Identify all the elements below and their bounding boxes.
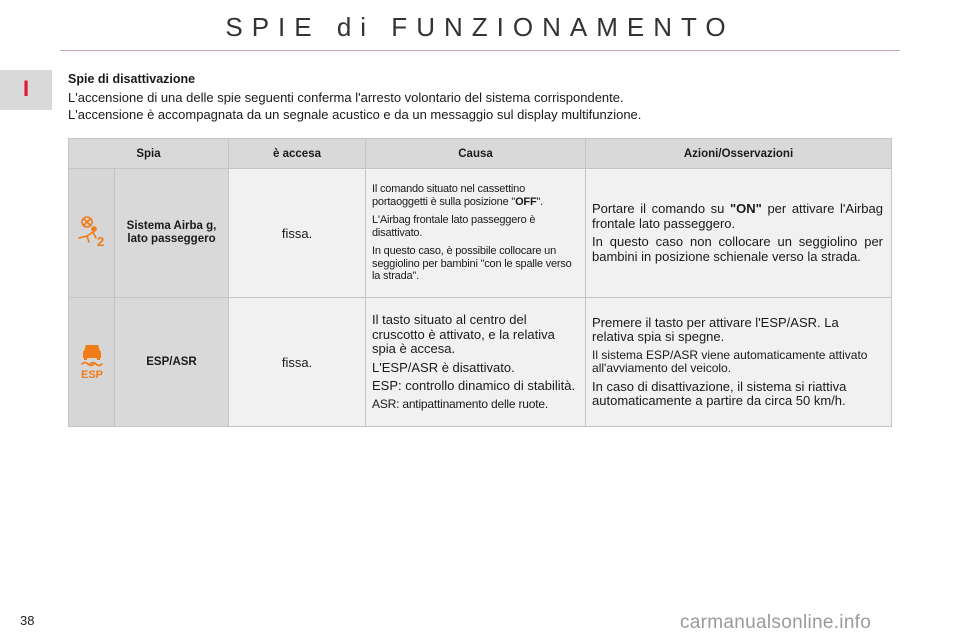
header-accesa: è accesa xyxy=(229,139,366,169)
warning-lights-table xyxy=(68,138,892,427)
cause-paragraph: In questo caso, è possibile collocare un seggiolino per bambini "con le spalle verso la strada". xyxy=(372,245,572,283)
light-state: fissa. xyxy=(229,298,366,427)
esp-off-icon xyxy=(75,340,109,380)
esp-icon-label: ESP xyxy=(80,368,103,380)
header-spia: Spia xyxy=(69,139,229,169)
airbag-off-icon xyxy=(75,214,109,248)
cause-paragraph: L'ESP/ASR è disattivato. xyxy=(372,359,515,375)
action-cell xyxy=(586,298,892,427)
cause-cell xyxy=(366,169,586,298)
action-text: per attivare l'Airbag frontale lato passeggero. xyxy=(592,201,883,231)
cause-paragraph: L'Airbag frontale lato passeggero è disattivato. xyxy=(372,214,536,239)
action-paragraph: In caso di disattivazione, il sistema si riattiva automaticamente a partire da circa 50 km/h. xyxy=(592,378,847,408)
action-paragraph: Premere il tasto per attivare l'ESP/ASR. La relativa spia si spegne. xyxy=(592,314,839,344)
light-state: fissa. xyxy=(229,169,366,298)
watermark: carmanualsonline.info xyxy=(680,612,872,633)
table-header-row xyxy=(69,139,892,169)
action-paragraph: Il sistema ESP/ASR viene automaticamente attivato all'avviamento del veicolo. xyxy=(592,347,868,375)
action-bold: "ON" xyxy=(730,201,762,216)
section-heading: Spie di disattivazione xyxy=(68,72,196,86)
intro-section xyxy=(68,72,908,123)
icon-cell xyxy=(69,298,115,427)
cause-text: Il comando situato nel cassettino portaoggetti è sulla posizione " xyxy=(372,183,526,208)
title-divider xyxy=(60,50,900,51)
cause-text: ". xyxy=(536,195,544,208)
cause-paragraph: ASR: antipattinamento delle ruote. xyxy=(372,396,548,411)
header-azioni: Azioni/Osservazioni xyxy=(586,139,892,169)
header-causa: Causa xyxy=(366,139,586,169)
action-paragraph xyxy=(592,202,883,231)
page-title: SPIE di FUNZIONAMENTO xyxy=(225,12,735,42)
svg-text:2: 2 xyxy=(96,233,104,248)
action-text: Portare il comando su xyxy=(592,201,731,216)
cause-paragraph: ESP: controllo dinamico di stabilità. xyxy=(372,378,576,394)
icon-cell xyxy=(69,169,115,298)
light-name: Sistema Airba g, lato passeggero xyxy=(115,169,229,298)
action-paragraph: In questo caso non collocare un seggiolino per bambini in posizione schienale verso la strada. xyxy=(592,234,884,264)
table-row xyxy=(69,298,892,427)
page-number: 38 xyxy=(20,613,35,628)
action-cell xyxy=(586,169,892,298)
table-row xyxy=(69,169,892,298)
chapter-tab xyxy=(0,70,52,110)
chapter-letter: I xyxy=(22,76,30,101)
intro-line-1: L'accensione di una delle spie seguenti conferma l'arresto volontario del sistema corrispondente. xyxy=(68,90,624,105)
cause-paragraph: Il tasto situato al centro del cruscotto è attivato, e la relativa spia è accesa. xyxy=(372,312,555,357)
cause-cell xyxy=(366,298,586,427)
cause-bold: OFF xyxy=(515,195,537,208)
cause-paragraph xyxy=(372,183,577,208)
intro-line-2: L'accensione è accompagnata da un segnale acustico e da un messaggio sul display multifunzione. xyxy=(68,107,642,122)
light-name: ESP/ASR xyxy=(115,298,229,427)
